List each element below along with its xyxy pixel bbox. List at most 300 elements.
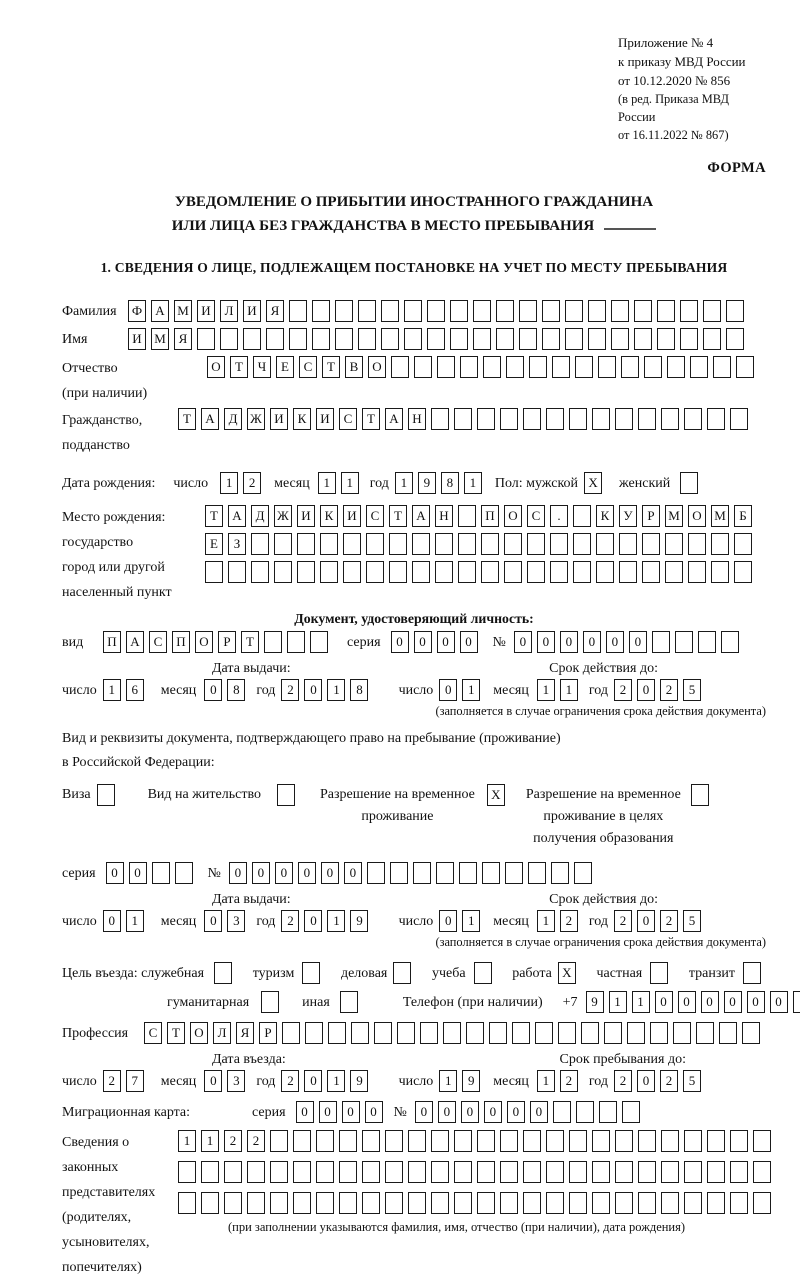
char-box[interactable] <box>393 962 411 984</box>
char-box[interactable]: Т <box>322 356 340 378</box>
char-box[interactable] <box>523 1192 541 1214</box>
char-box[interactable]: 1 <box>178 1130 196 1152</box>
char-box[interactable]: Ч <box>253 356 271 378</box>
char-box[interactable]: П <box>172 631 190 653</box>
char-box[interactable] <box>243 328 261 350</box>
char-box[interactable] <box>500 1192 518 1214</box>
char-box[interactable] <box>576 1101 594 1123</box>
res-valid-month-input[interactable] <box>537 910 583 932</box>
char-box[interactable]: Ж <box>247 408 265 430</box>
char-box[interactable]: 1 <box>220 472 238 494</box>
char-box[interactable] <box>175 862 193 884</box>
tourism-checkbox[interactable] <box>302 962 325 984</box>
char-box[interactable] <box>293 1161 311 1183</box>
char-box[interactable]: 0 <box>514 631 532 653</box>
char-box[interactable]: С <box>149 631 167 653</box>
char-box[interactable]: С <box>144 1022 162 1044</box>
char-box[interactable]: 0 <box>342 1101 360 1123</box>
char-box[interactable] <box>312 328 330 350</box>
char-box[interactable] <box>743 962 761 984</box>
char-box[interactable]: 0 <box>304 1070 322 1092</box>
char-box[interactable]: О <box>190 1022 208 1044</box>
char-box[interactable] <box>573 533 591 555</box>
char-box[interactable] <box>736 356 754 378</box>
char-box[interactable] <box>247 1161 265 1183</box>
char-box[interactable] <box>707 1192 725 1214</box>
char-box[interactable] <box>553 1101 571 1123</box>
char-box[interactable]: С <box>527 505 545 527</box>
char-box[interactable] <box>389 561 407 583</box>
char-box[interactable] <box>335 328 353 350</box>
humanitarian-checkbox[interactable] <box>261 991 284 1013</box>
char-box[interactable] <box>719 1022 737 1044</box>
char-box[interactable] <box>420 1022 438 1044</box>
char-box[interactable]: И <box>243 300 261 322</box>
char-box[interactable] <box>224 1161 242 1183</box>
char-box[interactable] <box>734 533 752 555</box>
res-valid-day-input[interactable] <box>439 910 485 932</box>
char-box[interactable] <box>367 862 385 884</box>
char-box[interactable]: Д <box>224 408 242 430</box>
char-box[interactable] <box>661 1192 679 1214</box>
char-box[interactable]: 0 <box>537 631 555 653</box>
char-box[interactable]: Т <box>205 505 223 527</box>
char-box[interactable]: 1 <box>632 991 650 1013</box>
char-box[interactable]: О <box>368 356 386 378</box>
char-box[interactable]: 0 <box>304 910 322 932</box>
char-box[interactable]: 2 <box>660 910 678 932</box>
char-box[interactable] <box>506 356 524 378</box>
char-box[interactable] <box>431 1161 449 1183</box>
char-box[interactable]: И <box>316 408 334 430</box>
char-box[interactable] <box>793 991 800 1013</box>
char-box[interactable]: X <box>558 962 576 984</box>
char-box[interactable] <box>500 408 518 430</box>
char-box[interactable]: 2 <box>224 1130 242 1152</box>
char-box[interactable] <box>711 561 729 583</box>
entry-year-input[interactable] <box>281 1070 373 1092</box>
id-valid-day-input[interactable] <box>439 679 485 701</box>
char-box[interactable] <box>339 1192 357 1214</box>
char-box[interactable]: 5 <box>683 1070 701 1092</box>
id-valid-year-input[interactable] <box>614 679 706 701</box>
char-box[interactable] <box>684 408 702 430</box>
char-box[interactable]: 0 <box>439 910 457 932</box>
char-box[interactable] <box>460 356 478 378</box>
char-box[interactable]: 0 <box>365 1101 383 1123</box>
char-box[interactable]: 1 <box>201 1130 219 1152</box>
birth-place-row2-input[interactable] <box>205 533 757 555</box>
char-box[interactable]: 0 <box>724 991 742 1013</box>
char-box[interactable] <box>638 1192 656 1214</box>
char-box[interactable] <box>512 1022 530 1044</box>
char-box[interactable] <box>381 328 399 350</box>
char-box[interactable] <box>178 1161 196 1183</box>
char-box[interactable]: 2 <box>660 1070 678 1092</box>
char-box[interactable] <box>690 356 708 378</box>
char-box[interactable] <box>588 300 606 322</box>
char-box[interactable] <box>519 300 537 322</box>
char-box[interactable] <box>611 328 629 350</box>
char-box[interactable]: 1 <box>126 910 144 932</box>
char-box[interactable] <box>436 862 454 884</box>
char-box[interactable]: 0 <box>438 1101 456 1123</box>
char-box[interactable] <box>201 1161 219 1183</box>
char-box[interactable] <box>504 561 522 583</box>
char-box[interactable]: М <box>174 300 192 322</box>
char-box[interactable] <box>220 328 238 350</box>
char-box[interactable]: 0 <box>560 631 578 653</box>
char-box[interactable] <box>477 1161 495 1183</box>
char-box[interactable]: 7 <box>126 1070 144 1092</box>
char-box[interactable]: 1 <box>560 679 578 701</box>
char-box[interactable] <box>466 1022 484 1044</box>
other-checkbox[interactable] <box>340 991 363 1013</box>
char-box[interactable]: 9 <box>586 991 604 1013</box>
char-box[interactable] <box>302 962 320 984</box>
char-box[interactable]: А <box>126 631 144 653</box>
char-box[interactable]: 2 <box>614 910 632 932</box>
char-box[interactable]: К <box>320 505 338 527</box>
char-box[interactable]: 2 <box>281 1070 299 1092</box>
char-box[interactable]: О <box>195 631 213 653</box>
char-box[interactable] <box>289 300 307 322</box>
char-box[interactable] <box>650 1022 668 1044</box>
char-box[interactable] <box>634 300 652 322</box>
char-box[interactable]: 2 <box>247 1130 265 1152</box>
char-box[interactable]: А <box>228 505 246 527</box>
char-box[interactable] <box>575 356 593 378</box>
char-box[interactable] <box>721 631 739 653</box>
char-box[interactable] <box>473 300 491 322</box>
char-box[interactable] <box>293 1192 311 1214</box>
char-box[interactable] <box>458 505 476 527</box>
char-box[interactable] <box>477 1130 495 1152</box>
char-box[interactable] <box>707 1161 725 1183</box>
birth-place-row1-input[interactable] <box>205 505 757 527</box>
char-box[interactable]: 1 <box>537 910 555 932</box>
char-box[interactable] <box>730 1161 748 1183</box>
char-box[interactable] <box>627 1022 645 1044</box>
char-box[interactable]: Т <box>178 408 196 430</box>
birth-day-input[interactable] <box>220 472 266 494</box>
char-box[interactable]: 0 <box>204 679 222 701</box>
res-doc-series-input[interactable] <box>106 862 198 884</box>
char-box[interactable] <box>581 1022 599 1044</box>
res-issue-month-input[interactable] <box>204 910 250 932</box>
representatives-row1-input[interactable] <box>178 1130 776 1152</box>
char-box[interactable] <box>305 1022 323 1044</box>
char-box[interactable]: 8 <box>227 679 245 701</box>
char-box[interactable] <box>431 1192 449 1214</box>
char-box[interactable]: 9 <box>418 472 436 494</box>
char-box[interactable]: 9 <box>462 1070 480 1092</box>
char-box[interactable] <box>274 533 292 555</box>
char-box[interactable]: Б <box>734 505 752 527</box>
char-box[interactable]: 0 <box>507 1101 525 1123</box>
char-box[interactable] <box>483 356 501 378</box>
char-box[interactable] <box>642 533 660 555</box>
char-box[interactable] <box>546 1161 564 1183</box>
char-box[interactable] <box>615 408 633 430</box>
char-box[interactable] <box>688 561 706 583</box>
char-box[interactable]: С <box>339 408 357 430</box>
male-checkbox[interactable] <box>584 472 607 494</box>
char-box[interactable] <box>408 1130 426 1152</box>
char-box[interactable] <box>385 1130 403 1152</box>
char-box[interactable] <box>310 631 328 653</box>
char-box[interactable]: . <box>550 505 568 527</box>
temp-residence-checkbox[interactable] <box>487 784 510 806</box>
char-box[interactable] <box>573 505 591 527</box>
private-checkbox[interactable] <box>650 962 673 984</box>
doc-series-input[interactable] <box>391 631 483 653</box>
char-box[interactable]: 0 <box>655 991 673 1013</box>
char-box[interactable] <box>753 1161 771 1183</box>
char-box[interactable] <box>684 1192 702 1214</box>
char-box[interactable] <box>251 561 269 583</box>
char-box[interactable] <box>362 1161 380 1183</box>
char-box[interactable] <box>730 1130 748 1152</box>
char-box[interactable]: 0 <box>637 679 655 701</box>
char-box[interactable] <box>665 533 683 555</box>
char-box[interactable]: Н <box>408 408 426 430</box>
char-box[interactable]: 0 <box>298 862 316 884</box>
char-box[interactable] <box>753 1192 771 1214</box>
char-box[interactable] <box>703 300 721 322</box>
char-box[interactable] <box>661 1161 679 1183</box>
migration-card-series-input[interactable] <box>296 1101 388 1123</box>
char-box[interactable]: 1 <box>462 679 480 701</box>
citizenship-input[interactable] <box>178 408 753 430</box>
transit-checkbox[interactable] <box>743 962 766 984</box>
char-box[interactable] <box>542 300 560 322</box>
char-box[interactable] <box>385 1192 403 1214</box>
char-box[interactable]: 0 <box>252 862 270 884</box>
char-box[interactable]: 0 <box>321 862 339 884</box>
char-box[interactable]: П <box>481 505 499 527</box>
char-box[interactable] <box>496 300 514 322</box>
char-box[interactable] <box>730 1192 748 1214</box>
char-box[interactable] <box>730 408 748 430</box>
char-box[interactable] <box>675 631 693 653</box>
char-box[interactable] <box>335 300 353 322</box>
birth-year-input[interactable] <box>395 472 487 494</box>
char-box[interactable] <box>615 1192 633 1214</box>
char-box[interactable] <box>634 328 652 350</box>
char-box[interactable] <box>542 328 560 350</box>
char-box[interactable] <box>599 1101 617 1123</box>
char-box[interactable] <box>527 561 545 583</box>
visa-checkbox[interactable] <box>97 784 120 806</box>
char-box[interactable]: У <box>619 505 637 527</box>
char-box[interactable] <box>753 1130 771 1152</box>
char-box[interactable] <box>596 561 614 583</box>
char-box[interactable] <box>569 1192 587 1214</box>
char-box[interactable] <box>707 408 725 430</box>
char-box[interactable] <box>569 1161 587 1183</box>
char-box[interactable]: 0 <box>439 679 457 701</box>
char-box[interactable]: С <box>299 356 317 378</box>
char-box[interactable] <box>316 1192 334 1214</box>
char-box[interactable] <box>592 408 610 430</box>
char-box[interactable]: 0 <box>296 1101 314 1123</box>
stay-month-input[interactable] <box>537 1070 583 1092</box>
char-box[interactable] <box>726 300 744 322</box>
char-box[interactable] <box>366 561 384 583</box>
char-box[interactable] <box>427 300 445 322</box>
char-box[interactable] <box>287 631 305 653</box>
char-box[interactable] <box>680 300 698 322</box>
char-box[interactable]: X <box>584 472 602 494</box>
char-box[interactable]: Т <box>362 408 380 430</box>
char-box[interactable] <box>680 328 698 350</box>
char-box[interactable] <box>390 862 408 884</box>
char-box[interactable] <box>588 328 606 350</box>
char-box[interactable]: Т <box>241 631 259 653</box>
char-box[interactable]: А <box>412 505 430 527</box>
char-box[interactable] <box>437 356 455 378</box>
char-box[interactable]: 2 <box>281 679 299 701</box>
char-box[interactable]: 0 <box>204 910 222 932</box>
patronymic-input[interactable] <box>207 356 759 378</box>
char-box[interactable]: Е <box>205 533 223 555</box>
char-box[interactable] <box>459 862 477 884</box>
id-issue-month-input[interactable] <box>204 679 250 701</box>
char-box[interactable] <box>339 1161 357 1183</box>
char-box[interactable]: Н <box>435 505 453 527</box>
char-box[interactable] <box>277 784 295 806</box>
char-box[interactable]: 0 <box>678 991 696 1013</box>
char-box[interactable] <box>381 300 399 322</box>
char-box[interactable] <box>684 1161 702 1183</box>
char-box[interactable] <box>505 862 523 884</box>
char-box[interactable] <box>551 862 569 884</box>
char-box[interactable] <box>598 356 616 378</box>
char-box[interactable] <box>152 862 170 884</box>
char-box[interactable] <box>615 1161 633 1183</box>
char-box[interactable] <box>97 784 115 806</box>
char-box[interactable]: 1 <box>395 472 413 494</box>
char-box[interactable]: 2 <box>103 1070 121 1092</box>
phone-input[interactable] <box>586 991 800 1013</box>
char-box[interactable] <box>477 1192 495 1214</box>
char-box[interactable] <box>435 533 453 555</box>
char-box[interactable] <box>454 1161 472 1183</box>
char-box[interactable] <box>343 561 361 583</box>
char-box[interactable]: 0 <box>637 910 655 932</box>
char-box[interactable] <box>638 1130 656 1152</box>
char-box[interactable] <box>652 631 670 653</box>
char-box[interactable]: Л <box>213 1022 231 1044</box>
char-box[interactable] <box>500 1161 518 1183</box>
char-box[interactable]: 1 <box>439 1070 457 1092</box>
char-box[interactable] <box>431 1130 449 1152</box>
char-box[interactable] <box>316 1161 334 1183</box>
char-box[interactable]: 0 <box>530 1101 548 1123</box>
char-box[interactable]: 0 <box>391 631 409 653</box>
char-box[interactable] <box>247 1192 265 1214</box>
char-box[interactable]: 2 <box>281 910 299 932</box>
char-box[interactable] <box>573 561 591 583</box>
char-box[interactable] <box>619 561 637 583</box>
char-box[interactable] <box>450 300 468 322</box>
char-box[interactable]: 1 <box>341 472 359 494</box>
char-box[interactable]: 0 <box>484 1101 502 1123</box>
char-box[interactable] <box>362 1130 380 1152</box>
char-box[interactable]: 0 <box>461 1101 479 1123</box>
char-box[interactable] <box>320 561 338 583</box>
char-box[interactable]: 2 <box>614 679 632 701</box>
char-box[interactable] <box>529 356 547 378</box>
char-box[interactable]: 1 <box>327 1070 345 1092</box>
char-box[interactable]: 0 <box>637 1070 655 1092</box>
char-box[interactable]: Р <box>259 1022 277 1044</box>
char-box[interactable] <box>691 784 709 806</box>
char-box[interactable] <box>408 1161 426 1183</box>
char-box[interactable] <box>592 1161 610 1183</box>
char-box[interactable] <box>201 1192 219 1214</box>
char-box[interactable]: И <box>343 505 361 527</box>
char-box[interactable]: Т <box>230 356 248 378</box>
char-box[interactable]: Е <box>276 356 294 378</box>
char-box[interactable]: О <box>207 356 225 378</box>
char-box[interactable]: 8 <box>350 679 368 701</box>
char-box[interactable] <box>197 328 215 350</box>
char-box[interactable]: 0 <box>414 631 432 653</box>
char-box[interactable] <box>673 1022 691 1044</box>
char-box[interactable]: В <box>345 356 363 378</box>
char-box[interactable] <box>414 356 432 378</box>
char-box[interactable]: А <box>201 408 219 430</box>
char-box[interactable]: Д <box>251 505 269 527</box>
char-box[interactable]: И <box>197 300 215 322</box>
char-box[interactable] <box>270 1192 288 1214</box>
surname-input[interactable] <box>128 300 749 322</box>
char-box[interactable] <box>523 408 541 430</box>
char-box[interactable]: 0 <box>275 862 293 884</box>
char-box[interactable] <box>504 533 522 555</box>
char-box[interactable]: 0 <box>103 910 121 932</box>
char-box[interactable] <box>340 991 358 1013</box>
char-box[interactable]: 5 <box>683 679 701 701</box>
char-box[interactable]: М <box>151 328 169 350</box>
char-box[interactable]: 1 <box>537 679 555 701</box>
char-box[interactable] <box>650 962 668 984</box>
char-box[interactable] <box>638 408 656 430</box>
char-box[interactable]: Л <box>220 300 238 322</box>
id-issue-day-input[interactable] <box>103 679 149 701</box>
doc-type-input[interactable] <box>103 631 333 653</box>
char-box[interactable] <box>481 561 499 583</box>
char-box[interactable] <box>477 408 495 430</box>
char-box[interactable] <box>527 533 545 555</box>
char-box[interactable]: 0 <box>106 862 124 884</box>
char-box[interactable] <box>546 1130 564 1152</box>
doc-number-input[interactable] <box>514 631 744 653</box>
char-box[interactable]: X <box>487 784 505 806</box>
char-box[interactable]: 2 <box>614 1070 632 1092</box>
char-box[interactable]: Ф <box>128 300 146 322</box>
char-box[interactable] <box>569 408 587 430</box>
char-box[interactable]: 1 <box>609 991 627 1013</box>
char-box[interactable] <box>358 328 376 350</box>
char-box[interactable] <box>274 561 292 583</box>
char-box[interactable] <box>481 533 499 555</box>
char-box[interactable] <box>270 1161 288 1183</box>
birth-month-input[interactable] <box>318 472 364 494</box>
char-box[interactable] <box>696 1022 714 1044</box>
